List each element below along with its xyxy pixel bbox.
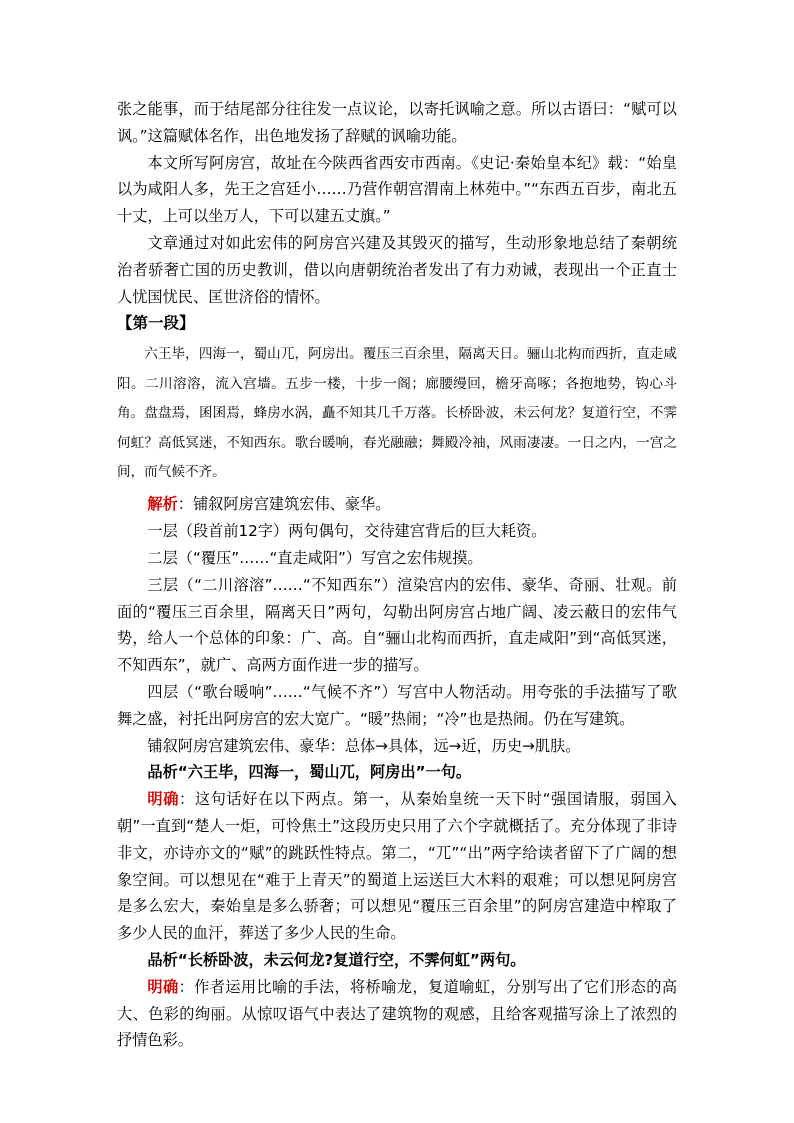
section-title: 【第一段】 (117, 314, 195, 333)
analysis-layer-2: 二层（“覆压”……“直走咸阳”）写宫之宏伟规摸。 (147, 549, 483, 567)
analysis-lead (117, 491, 677, 518)
answer-1-label: 明确 (147, 790, 180, 809)
intro-paragraph-1: 张之能事，而于结尾部分往往发一点议论，以寄托讽喻之意。所以古语曰：“赋可以讽。”这篇赋体名作，出色地发扬了辞赋的讽喻功能。 (117, 100, 677, 145)
question-1-title: 品析“六王毕，四海一，蜀山兀，阿房出”一句。 (147, 763, 472, 782)
analysis-layer-3: 三层（“二川溶溶”……“不知西东”）渲染宫内的宏伟、豪华、奇丽、壮观。前面的“覆压三百余里，隔离天日”两句，勾勒出阿房宫占地广阔、凌云蔽日的宏伟气势，给人一个总体的印象：广、高。自“骊山北构而西折，直走咸阳”到“高低冥迷，不知西东”，就广、高两方面作进一步的描写。 (117, 575, 677, 675)
classical-text: 六王毕，四海一，蜀山兀，阿房出。覆压三百余里，隔离天日。骊山北构而西折，直走咸阳。二川溶溶，流入宫墙。五步一楼，十步一阁；廊腰缦回，檐牙高啄；各抱地势，钩心斗角。盘盘焉，囷囷焉，蜂房水涡，矗不知其几千万落。长桥卧波，未云何龙？复道行空，不霁何虹？高低冥迷，不知西东。歌台暖响，春光融融；舞殿冷袖，风雨凄凄。一日之内，一宫之间，而气候不齐。 (117, 346, 677, 480)
analysis-label: 解析 (147, 495, 178, 514)
analysis-summary: 铺叙阿房宫建筑宏伟、豪华：总体→具体，远→近，历史→肌肤。 (147, 736, 581, 755)
answer-2-label: 明确 (147, 977, 179, 996)
answer-2-text: ：作者运用比喻的手法，将桥喻龙，复道喻虹，分别写出了它们形态的高大、色彩的绚丽。从惊叹语气中表达了建筑物的观感，且给客观描写涂上了浓烈的抒情色彩。 (117, 977, 678, 1050)
analysis-layer-1: 一层（段首前12字）两句偶句，交待建宫背后的巨大耗资。 (147, 522, 547, 541)
analysis-lead-text: ：铺叙阿房宫建筑宏伟、豪华。 (177, 495, 391, 514)
intro-paragraph-3: 文章通过对如此宏伟的阿房宫兴建及其毁灭的描写，生动形象地总结了秦朝统治者骄奢亡国的历史教训，借以向唐朝统治者发出了有力劝诫，表现出一个正直士人忧国忧民、匡世济俗的情怀。 (117, 233, 677, 306)
question-2-title: 品析“长桥卧波，未云何龙?复道行空，不霁何虹”两句。 (147, 950, 526, 969)
question-1-answer (117, 786, 677, 947)
question-2-answer (117, 974, 677, 1054)
document-body (117, 96, 677, 1054)
answer-1-text: ：这句话好在以下两点。第一，从秦始皇统一天下时“强国请服，弱国入朝”一直到“楚人一炬，可怜焦土”这段历史只用了六个字就概括了。充分体现了非诗非文，亦诗亦文的“赋”的跳跃性特点。第二，“兀”“出”两字给读者留下了广阔的想象空间。可以想见在“难于上青天”的蜀道上运送巨大木料的艰难；可以想见阿房宫是多么宏大，秦始皇是多么骄奢；可以想见“覆压三百余里”的阿房宫建造中榨取了多少人民的血汗，葬送了多少人民的生命。 (117, 790, 677, 943)
analysis-layer-4: 四层（“歌台暖响”……“气候不齐”）写宫中人物活动。用夸张的手法描写了歌舞之盛，衬托出阿房宫的宏大宽广。“暖”热闹；“冷”也是热闹。仍在写建筑。 (117, 682, 677, 728)
intro-paragraph-2: 本文所写阿房宫，故址在今陕西省西安市西南。《史记·秦始皇本纪》载：“始皇以为咸阳人多，先王之宫廷小……乃营作朝宫渭南上林苑中。”“东西五百步，南北五十丈，上可以坐万人，下可以建五丈旗。” (117, 153, 677, 226)
